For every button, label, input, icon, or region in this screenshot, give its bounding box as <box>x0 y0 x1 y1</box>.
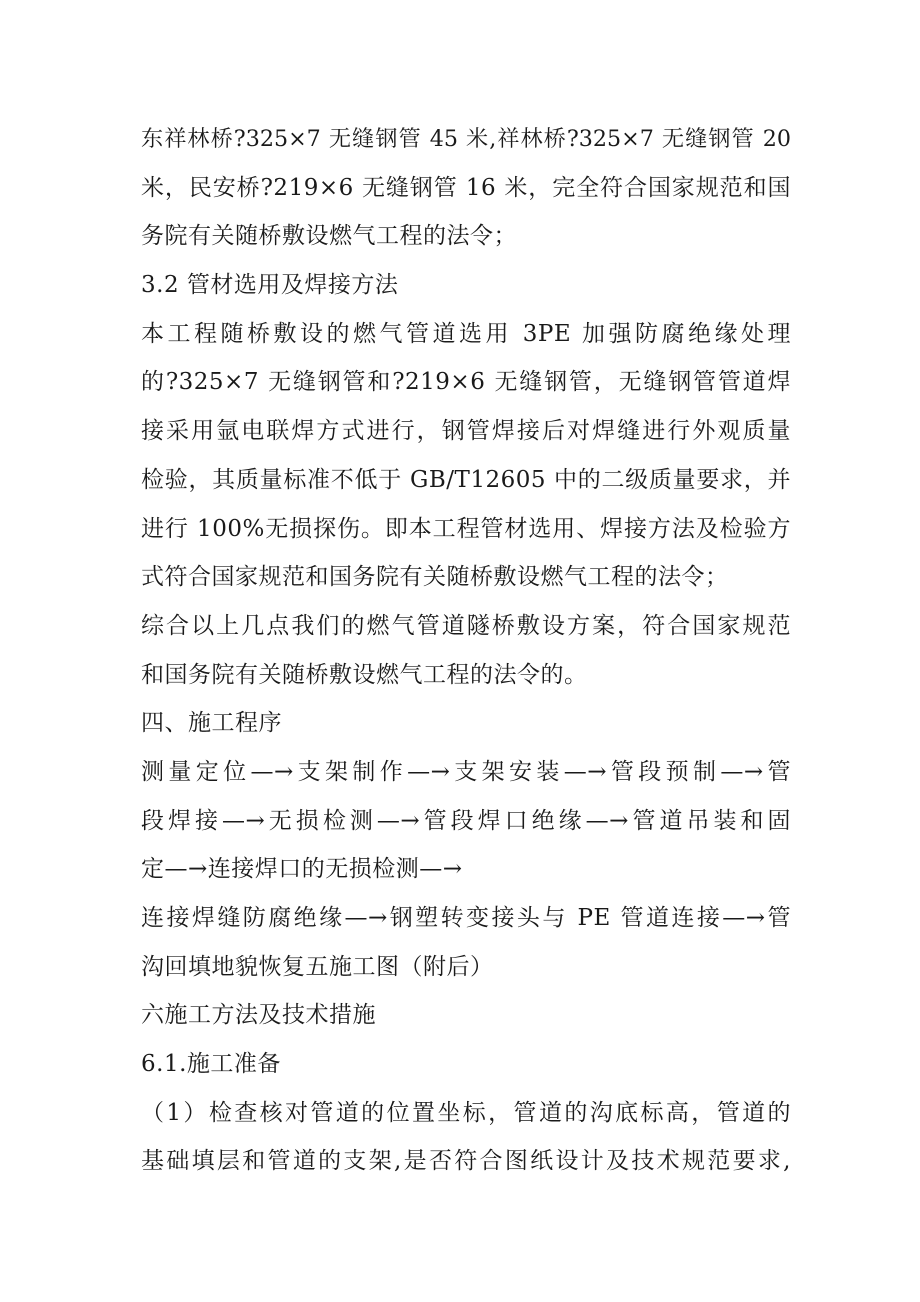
text-line: 米，民安桥?219×6 无缝钢管 16 米，完全符合国家规范和国 <box>141 174 791 201</box>
section-heading: 3.2 管材选用及焊接方法 <box>141 272 399 299</box>
text-line: 和国务院有关随桥敷设燃气工程的法令的。 <box>141 661 588 688</box>
process-flow-line: 段焊接—→无损检测—→管段焊口绝缘—→管道吊装和固 <box>141 807 791 834</box>
process-flow-line: 定—→连接焊口的无损检测—→ <box>141 856 463 883</box>
text-line: 进行 100%无损探伤。即本工程管材选用、焊接方法及检验方 <box>141 515 791 542</box>
text-line: 务院有关随桥敷设燃气工程的法令； <box>141 223 517 250</box>
text-line: 检验，其质量标准不低于 GB/T12605 中的二级质量要求，并 <box>141 466 791 493</box>
process-flow-line: 沟回填地貌恢复五施工图（附后） <box>141 953 494 980</box>
text-line: 东祥林桥?325×7 无缝钢管 45 米,祥林桥?325×7 无缝钢管 20 <box>141 126 791 152</box>
text-line: （1）检查核对管道的位置坐标，管道的沟底标高，管道的 <box>141 1099 791 1126</box>
document-body <box>141 115 791 1186</box>
process-flow-line: 连接焊缝防腐绝缘—→钢塑转变接头与 PE 管道连接—→管 <box>141 905 791 931</box>
text-line: 式符合国家规范和国务院有关随桥敷设燃气工程的法令； <box>141 564 729 591</box>
process-flow-line: 测量定位—→支架制作—→支架安装—→管段预制—→管 <box>141 758 791 785</box>
text-line: 基础填层和管道的支架,是否符合图纸设计及技术规范要求, <box>141 1148 791 1175</box>
text-line: 的?325×7 无缝钢管和?219×6 无缝钢管，无缝钢管管道焊 <box>141 369 791 396</box>
section-heading: 六施工方法及技术措施 <box>141 1002 376 1029</box>
section-heading: 四、施工程序 <box>141 710 282 737</box>
text-line: 本工程随桥敷设的燃气管道选用 3PE 加强防腐绝缘处理 <box>141 320 791 347</box>
subsection-heading: 6.1.施工准备 <box>141 1051 281 1078</box>
text-line: 接采用氩电联焊方式进行，钢管焊接后对焊缝进行外观质量 <box>141 418 791 445</box>
text-line: 综合以上几点我们的燃气管道隧桥敷设方案，符合国家规范 <box>141 612 791 639</box>
